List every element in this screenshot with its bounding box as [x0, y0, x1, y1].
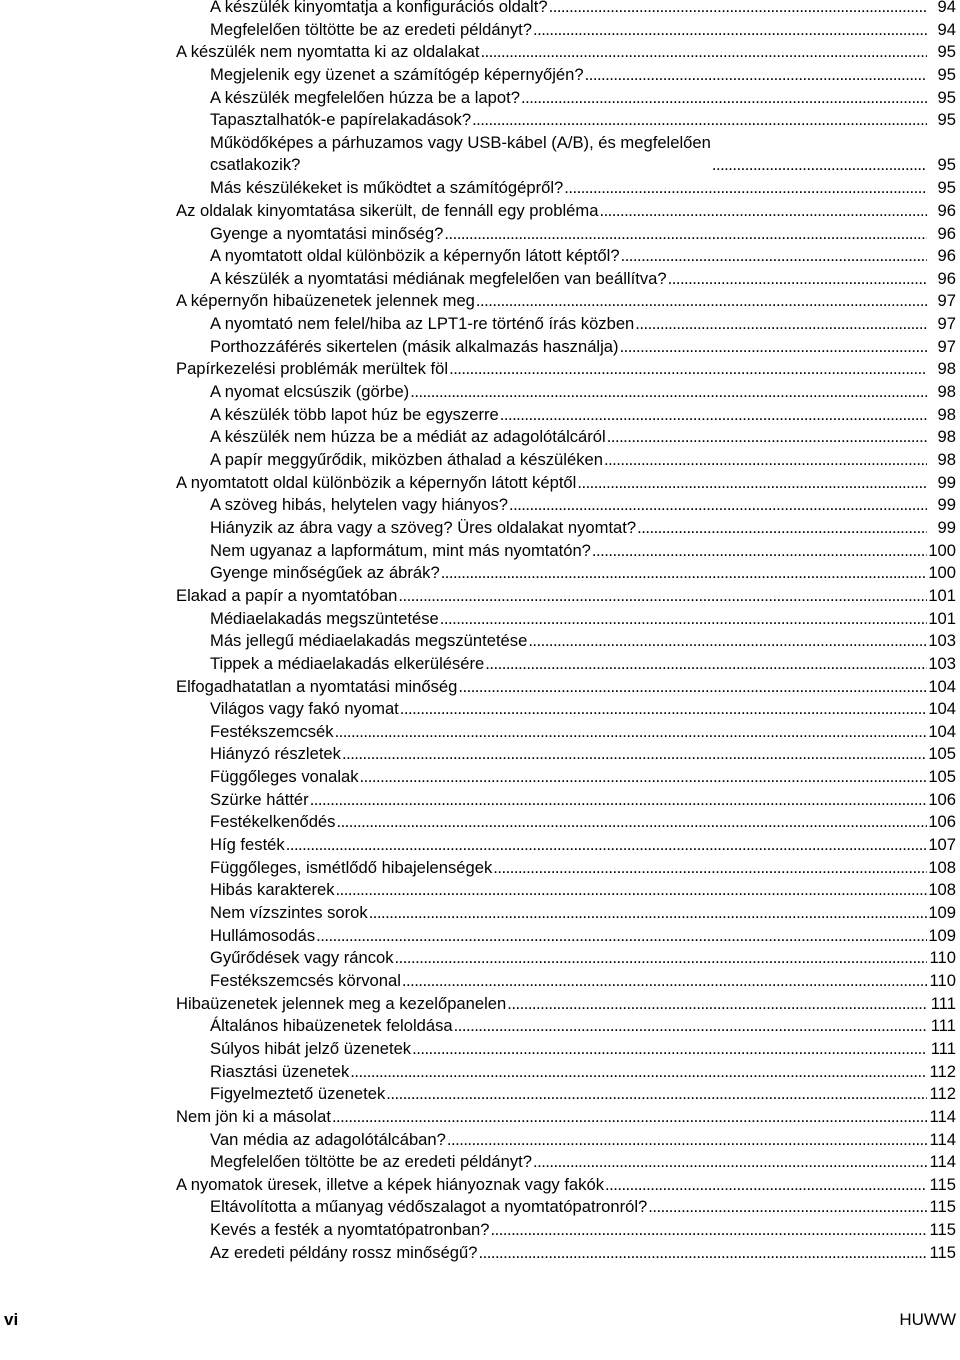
toc-page-number: 95: [937, 155, 956, 175]
dot-leader: [607, 426, 927, 449]
toc-entry-title: A készülék a nyomtatási médiának megfelelően van beállítva?: [210, 268, 667, 288]
toc-page-number: 115: [929, 1174, 956, 1194]
toc-entry-title: Nem ugyanaz a lapformátum, mint más nyomtatón?: [210, 540, 591, 560]
toc-entry[interactable]: [210, 381, 956, 404]
toc-entry-title: A készülék kinyomtatja a konfigurációs oldalt?: [210, 0, 548, 16]
toc-page-number: 114: [929, 1106, 956, 1126]
dot-leader: [533, 19, 927, 42]
toc-entry-title: A készülék nem nyomtatta ki az oldalakat: [176, 42, 480, 62]
dot-leader: [444, 223, 927, 246]
toc-entry[interactable]: [210, 1015, 956, 1038]
toc-entry-title: A nyomtatott oldal különbözik a képernyőn látott képtől: [176, 472, 577, 492]
dot-leader: [549, 0, 927, 19]
toc-entry[interactable]: [176, 200, 956, 223]
dot-leader: [493, 857, 927, 880]
dot-leader: [605, 1174, 927, 1197]
dot-leader: [472, 109, 927, 132]
toc-page-number: 94: [937, 19, 956, 39]
toc-entry-title: Megfelelően töltötte be az eredeti példányt?: [210, 19, 532, 39]
toc-entry[interactable]: [176, 41, 956, 64]
dot-leader: [336, 879, 927, 902]
dot-leader: [400, 698, 927, 721]
toc-entry[interactable]: [210, 336, 956, 359]
toc-page-number: 104: [928, 699, 956, 719]
toc-entry-title: Megfelelően töltötte be az eredeti példányt?: [210, 1152, 532, 1172]
toc-entry-title: A készülék több lapot húz be egyszerre: [210, 404, 499, 424]
toc-page-number: 103: [928, 631, 956, 651]
toc-entry[interactable]: [210, 1083, 956, 1106]
toc-entry[interactable]: [176, 993, 956, 1016]
toc-entry[interactable]: [210, 87, 956, 110]
dot-leader: [620, 336, 927, 359]
toc-entry-title: Az eredeti példány rossz minőségű?: [210, 1242, 478, 1262]
toc-entry-title: Világos vagy fakó nyomat: [210, 699, 399, 719]
toc-entry-title: Általános hibaüzenetek feloldása: [210, 1016, 453, 1036]
toc-entry[interactable]: [210, 1196, 956, 1219]
dot-leader: [507, 993, 927, 1016]
dot-leader: [479, 1242, 928, 1265]
toc-page-number: 97: [937, 291, 956, 311]
toc-page-number: 110: [929, 948, 956, 968]
toc-page-number: 98: [937, 450, 956, 469]
toc-entry-title: Papírkezelési problémák merültek föl: [176, 359, 449, 379]
toc-entry-title-continued: csatlakozik?: [210, 155, 301, 175]
dot-leader: [342, 743, 927, 766]
toc-page-number: 100: [928, 540, 956, 560]
toc-entry-title: A készülék megfelelően húzza be a lapot?: [210, 87, 520, 107]
toc-page-number: 95: [937, 178, 956, 198]
toc-page-number: 95: [937, 42, 956, 62]
toc-entry[interactable]: [210, 608, 956, 631]
dot-leader: [648, 1196, 927, 1219]
toc-entry[interactable]: [176, 358, 956, 381]
dot-leader: [350, 1061, 927, 1084]
toc-entry[interactable]: [210, 1242, 956, 1265]
footer-label: HUWW: [899, 1310, 956, 1329]
dot-leader: [447, 1129, 927, 1152]
toc-entry[interactable]: [210, 1038, 956, 1061]
toc-entry-title: Tippek a médiaelakadás elkerülésére: [210, 653, 485, 673]
toc-entry-title: Hullámosodás: [210, 925, 316, 945]
toc-entry[interactable]: [210, 743, 956, 766]
dot-leader: [500, 404, 927, 427]
dot-leader: [441, 562, 927, 585]
toc-page-number: 95: [937, 87, 956, 107]
toc-page-number: 106: [928, 789, 956, 809]
toc-page-number: 115: [929, 1242, 956, 1262]
toc-entry[interactable]: [210, 834, 956, 857]
toc-page-number: 97: [937, 336, 956, 356]
toc-page-number: 98: [937, 359, 956, 379]
dot-leader: [386, 1083, 927, 1106]
toc-page-number: 100: [928, 563, 956, 583]
toc-entry-title: A képernyőn hibaüzenetek jelennek meg: [176, 291, 475, 311]
dot-leader: [310, 789, 927, 812]
dot-leader: [637, 517, 927, 540]
toc-page-number: 107: [928, 835, 956, 855]
toc-page-number: 96: [937, 268, 956, 288]
toc-entry-title: Megjelenik egy üzenet a számítógép képernyőjén?: [210, 64, 584, 84]
toc-entry-title: Az oldalak kinyomtatása sikerült, de fennáll egy probléma: [176, 200, 599, 220]
toc-page-number: 111: [930, 1038, 956, 1058]
dot-leader: [621, 245, 927, 268]
toc-entry-title: Nem vízszintes sorok: [210, 903, 368, 922]
toc-entry-title: A nyomatok üresek, illetve a képek hiányoznak vagy fakók: [176, 1174, 604, 1194]
dot-leader: [335, 721, 927, 744]
toc-page-number: 103: [928, 653, 956, 673]
toc-entry[interactable]: [210, 1061, 956, 1084]
dot-leader: [604, 449, 927, 472]
dot-leader: [395, 947, 927, 970]
dot-leader: [599, 200, 927, 223]
toc-entry[interactable]: [210, 721, 956, 744]
toc-page-number: 108: [928, 857, 956, 877]
toc-entry[interactable]: [210, 245, 956, 268]
toc-entry-title: Festékszemcsék: [210, 721, 334, 741]
toc-entry[interactable]: [210, 109, 956, 132]
dot-leader: [369, 902, 927, 925]
toc-page-number: 108: [928, 880, 956, 900]
toc-entry[interactable]: [210, 426, 956, 449]
dot-leader: [360, 766, 927, 789]
dot-leader: [491, 1219, 927, 1242]
toc-entry[interactable]: [210, 0, 956, 19]
dot-leader: [592, 540, 927, 563]
toc-entry[interactable]: [210, 1219, 956, 1242]
toc-entry[interactable]: [210, 1151, 956, 1174]
toc-page-number: 109: [928, 903, 956, 922]
toc-page-number: 101: [928, 585, 956, 605]
dot-leader: [332, 1106, 927, 1129]
toc-page-number: 112: [929, 1084, 956, 1104]
dot-leader: [528, 630, 927, 653]
toc-page-number: 111: [930, 993, 956, 1013]
dot-leader: [458, 676, 927, 699]
toc-page-number: 111: [930, 1016, 956, 1036]
toc-page-number: 98: [937, 404, 956, 424]
page-number: vi: [4, 1310, 19, 1329]
toc-page-number: 106: [928, 812, 956, 832]
toc-entry[interactable]: [210, 177, 956, 200]
toc-entry-title: Más készülékeket is működtet a számítógépről?: [210, 178, 564, 198]
dot-leader: [564, 177, 927, 200]
toc-entry-title: Hiányzó részletek: [210, 744, 341, 764]
toc-entry[interactable]: [210, 630, 956, 653]
toc-entry[interactable]: [210, 947, 956, 970]
toc-entry[interactable]: [210, 925, 956, 948]
toc-entry[interactable]: [210, 64, 956, 87]
toc-entry-title: Riasztási üzenetek: [210, 1061, 350, 1081]
toc-entry[interactable]: [210, 562, 956, 585]
toc-entry-title: Működőképes a párhuzamos vagy USB-kábel (A/B), és megfelelően: [210, 132, 711, 152]
dot-leader: [402, 970, 927, 993]
toc-entry-title: Hiányzik az ábra vagy a szöveg? Üres oldalakat nyomtat?: [210, 517, 637, 537]
toc-page-number: 98: [937, 427, 956, 447]
toc-entry-title: Elakad a papír a nyomtatóban: [176, 585, 398, 605]
dot-leader: [410, 381, 927, 404]
toc-entry-title: Függőleges, ismétlődő hibajelenségek: [210, 857, 493, 877]
toc-page-number: 96: [937, 223, 956, 243]
toc-page-number: 101: [928, 608, 956, 628]
dot-leader: [533, 1151, 927, 1174]
toc-page-number: 105: [928, 767, 956, 787]
dot-leader: [316, 925, 927, 948]
toc-page-number: 115: [929, 1220, 956, 1240]
toc-entry-title: Nem jön ki a másolat: [176, 1106, 331, 1126]
dot-leader: [336, 811, 927, 834]
toc-page-number: 99: [937, 495, 956, 515]
toc-entry-title: Szürke háttér: [210, 789, 309, 809]
toc-entry[interactable]: [210, 494, 956, 517]
toc-entry-title: Van média az adagolótálcában?: [210, 1129, 446, 1149]
toc-page-number: 94: [937, 0, 956, 16]
toc-entry-title: Híg festék: [210, 835, 285, 855]
toc-entry[interactable]: [210, 132, 956, 177]
dot-leader: [476, 290, 927, 313]
toc-entry-title: Függőleges vonalak: [210, 767, 359, 787]
toc-entry[interactable]: [210, 970, 956, 993]
toc-entry[interactable]: [210, 404, 956, 427]
toc-entry[interactable]: [210, 1129, 956, 1152]
toc-page-number: 104: [928, 676, 956, 696]
toc-entry[interactable]: [210, 517, 956, 540]
toc-entry-title: Porthozzáférés sikertelen (másik alkalmazás használja): [210, 336, 619, 356]
dot-leader: [585, 64, 927, 87]
toc-page-number: 99: [937, 517, 956, 537]
toc-entry[interactable]: [210, 540, 956, 563]
toc-page-number: 112: [929, 1061, 956, 1081]
dot-leader: [412, 1038, 927, 1061]
dot-leader: [485, 653, 927, 676]
toc-entry[interactable]: [176, 472, 956, 495]
toc-entry-title: Tapasztalhatók-e papírelakadások?: [210, 110, 472, 130]
dot-leader: [398, 585, 927, 608]
toc-entry[interactable]: [210, 766, 956, 789]
toc-entry-title: Kevés a festék a nyomtatópatronban?: [210, 1220, 490, 1240]
toc-page-number: 95: [937, 110, 956, 130]
toc-page-number: 97: [937, 314, 956, 334]
dot-leader: [668, 268, 927, 291]
toc-entry-title: A nyomat elcsúszik (görbe): [210, 382, 410, 402]
toc-entry[interactable]: [210, 698, 956, 721]
toc-page-number: 115: [929, 1197, 956, 1217]
dot-leader: [440, 608, 927, 631]
toc-page-number: 96: [937, 200, 956, 220]
toc-entry-title: A szöveg hibás, helytelen vagy hiányos?: [210, 495, 508, 515]
toc-entry-title: Eltávolította a műanyag védőszalagot a nyomtatópatronról?: [210, 1197, 648, 1217]
toc-entry[interactable]: [210, 789, 956, 812]
dot-leader: [577, 472, 927, 495]
toc-entry-title: Médiaelakadás megszüntetése: [210, 608, 439, 628]
toc-entry[interactable]: [210, 313, 956, 336]
dot-leader: [454, 1015, 927, 1038]
toc-page-number: 99: [937, 472, 956, 492]
toc-entry[interactable]: [176, 676, 956, 699]
toc-entry-title: A nyomtató nem felel/hiba az LPT1-re történő írás közben: [210, 314, 635, 334]
toc-page-number: 105: [928, 744, 956, 764]
toc-entry[interactable]: [176, 1106, 956, 1129]
dot-leader: [635, 313, 927, 336]
toc-page-number: 109: [928, 925, 956, 945]
toc-entry-title: A papír meggyűrődik, miközben áthalad a készüléken: [210, 450, 603, 469]
toc-entry-title: A nyomtatott oldal különbözik a képernyőn látott képtől?: [210, 246, 620, 266]
toc-entry-title: Más jellegű médiaelakadás megszüntetése: [210, 631, 528, 651]
toc-entry[interactable]: [210, 879, 956, 902]
dot-leader: [521, 87, 927, 110]
toc-entry-title: Hibaüzenetek jelennek meg a kezelőpanelen: [176, 993, 507, 1013]
toc-entry-title: Festékszemcsés körvonal: [210, 970, 401, 990]
dot-leader: [449, 358, 927, 381]
toc-entry-title: Súlyos hibát jelző üzenetek: [210, 1038, 412, 1058]
toc-entry[interactable]: [210, 811, 956, 834]
toc-entry[interactable]: [210, 857, 956, 880]
toc-page-number: 96: [937, 246, 956, 266]
toc-entry-title: A készülék nem húzza be a médiát az adagolótálcáról: [210, 427, 606, 447]
toc-entry[interactable]: [210, 223, 956, 246]
toc-page-number: 114: [929, 1129, 956, 1149]
toc-entry-title: Elfogadhatatlan a nyomtatási minőség: [176, 676, 458, 696]
toc-entry[interactable]: [210, 449, 956, 472]
toc-page-number: 114: [929, 1152, 956, 1172]
toc-entry-title: Hibás karakterek: [210, 880, 335, 900]
toc-entry[interactable]: [210, 19, 956, 42]
toc-page-number: 98: [937, 382, 956, 402]
toc-entry-title: Figyelmeztető üzenetek: [210, 1084, 386, 1104]
toc-entry[interactable]: [210, 902, 956, 925]
toc-entry[interactable]: [176, 290, 956, 313]
toc-entry[interactable]: [210, 653, 956, 676]
dot-leader: [509, 494, 927, 517]
toc-entry-title: Gyenge minőségűek az ábrák?: [210, 563, 440, 583]
toc-entry-title: Gyenge a nyomtatási minőség?: [210, 223, 444, 243]
toc-entry[interactable]: [176, 1174, 956, 1197]
toc-entry[interactable]: [176, 585, 956, 608]
dot-leader: [712, 154, 927, 177]
toc-page-number: 104: [928, 721, 956, 741]
toc-entry-title: Festékelkenődés: [210, 812, 336, 832]
dot-leader: [286, 834, 927, 857]
dot-leader: [480, 41, 927, 64]
toc-page-number: 110: [929, 970, 956, 990]
toc-entry-title: Gyűrődések vagy ráncok: [210, 948, 394, 968]
toc-page-number: 95: [937, 64, 956, 84]
toc-entry[interactable]: [210, 268, 956, 291]
